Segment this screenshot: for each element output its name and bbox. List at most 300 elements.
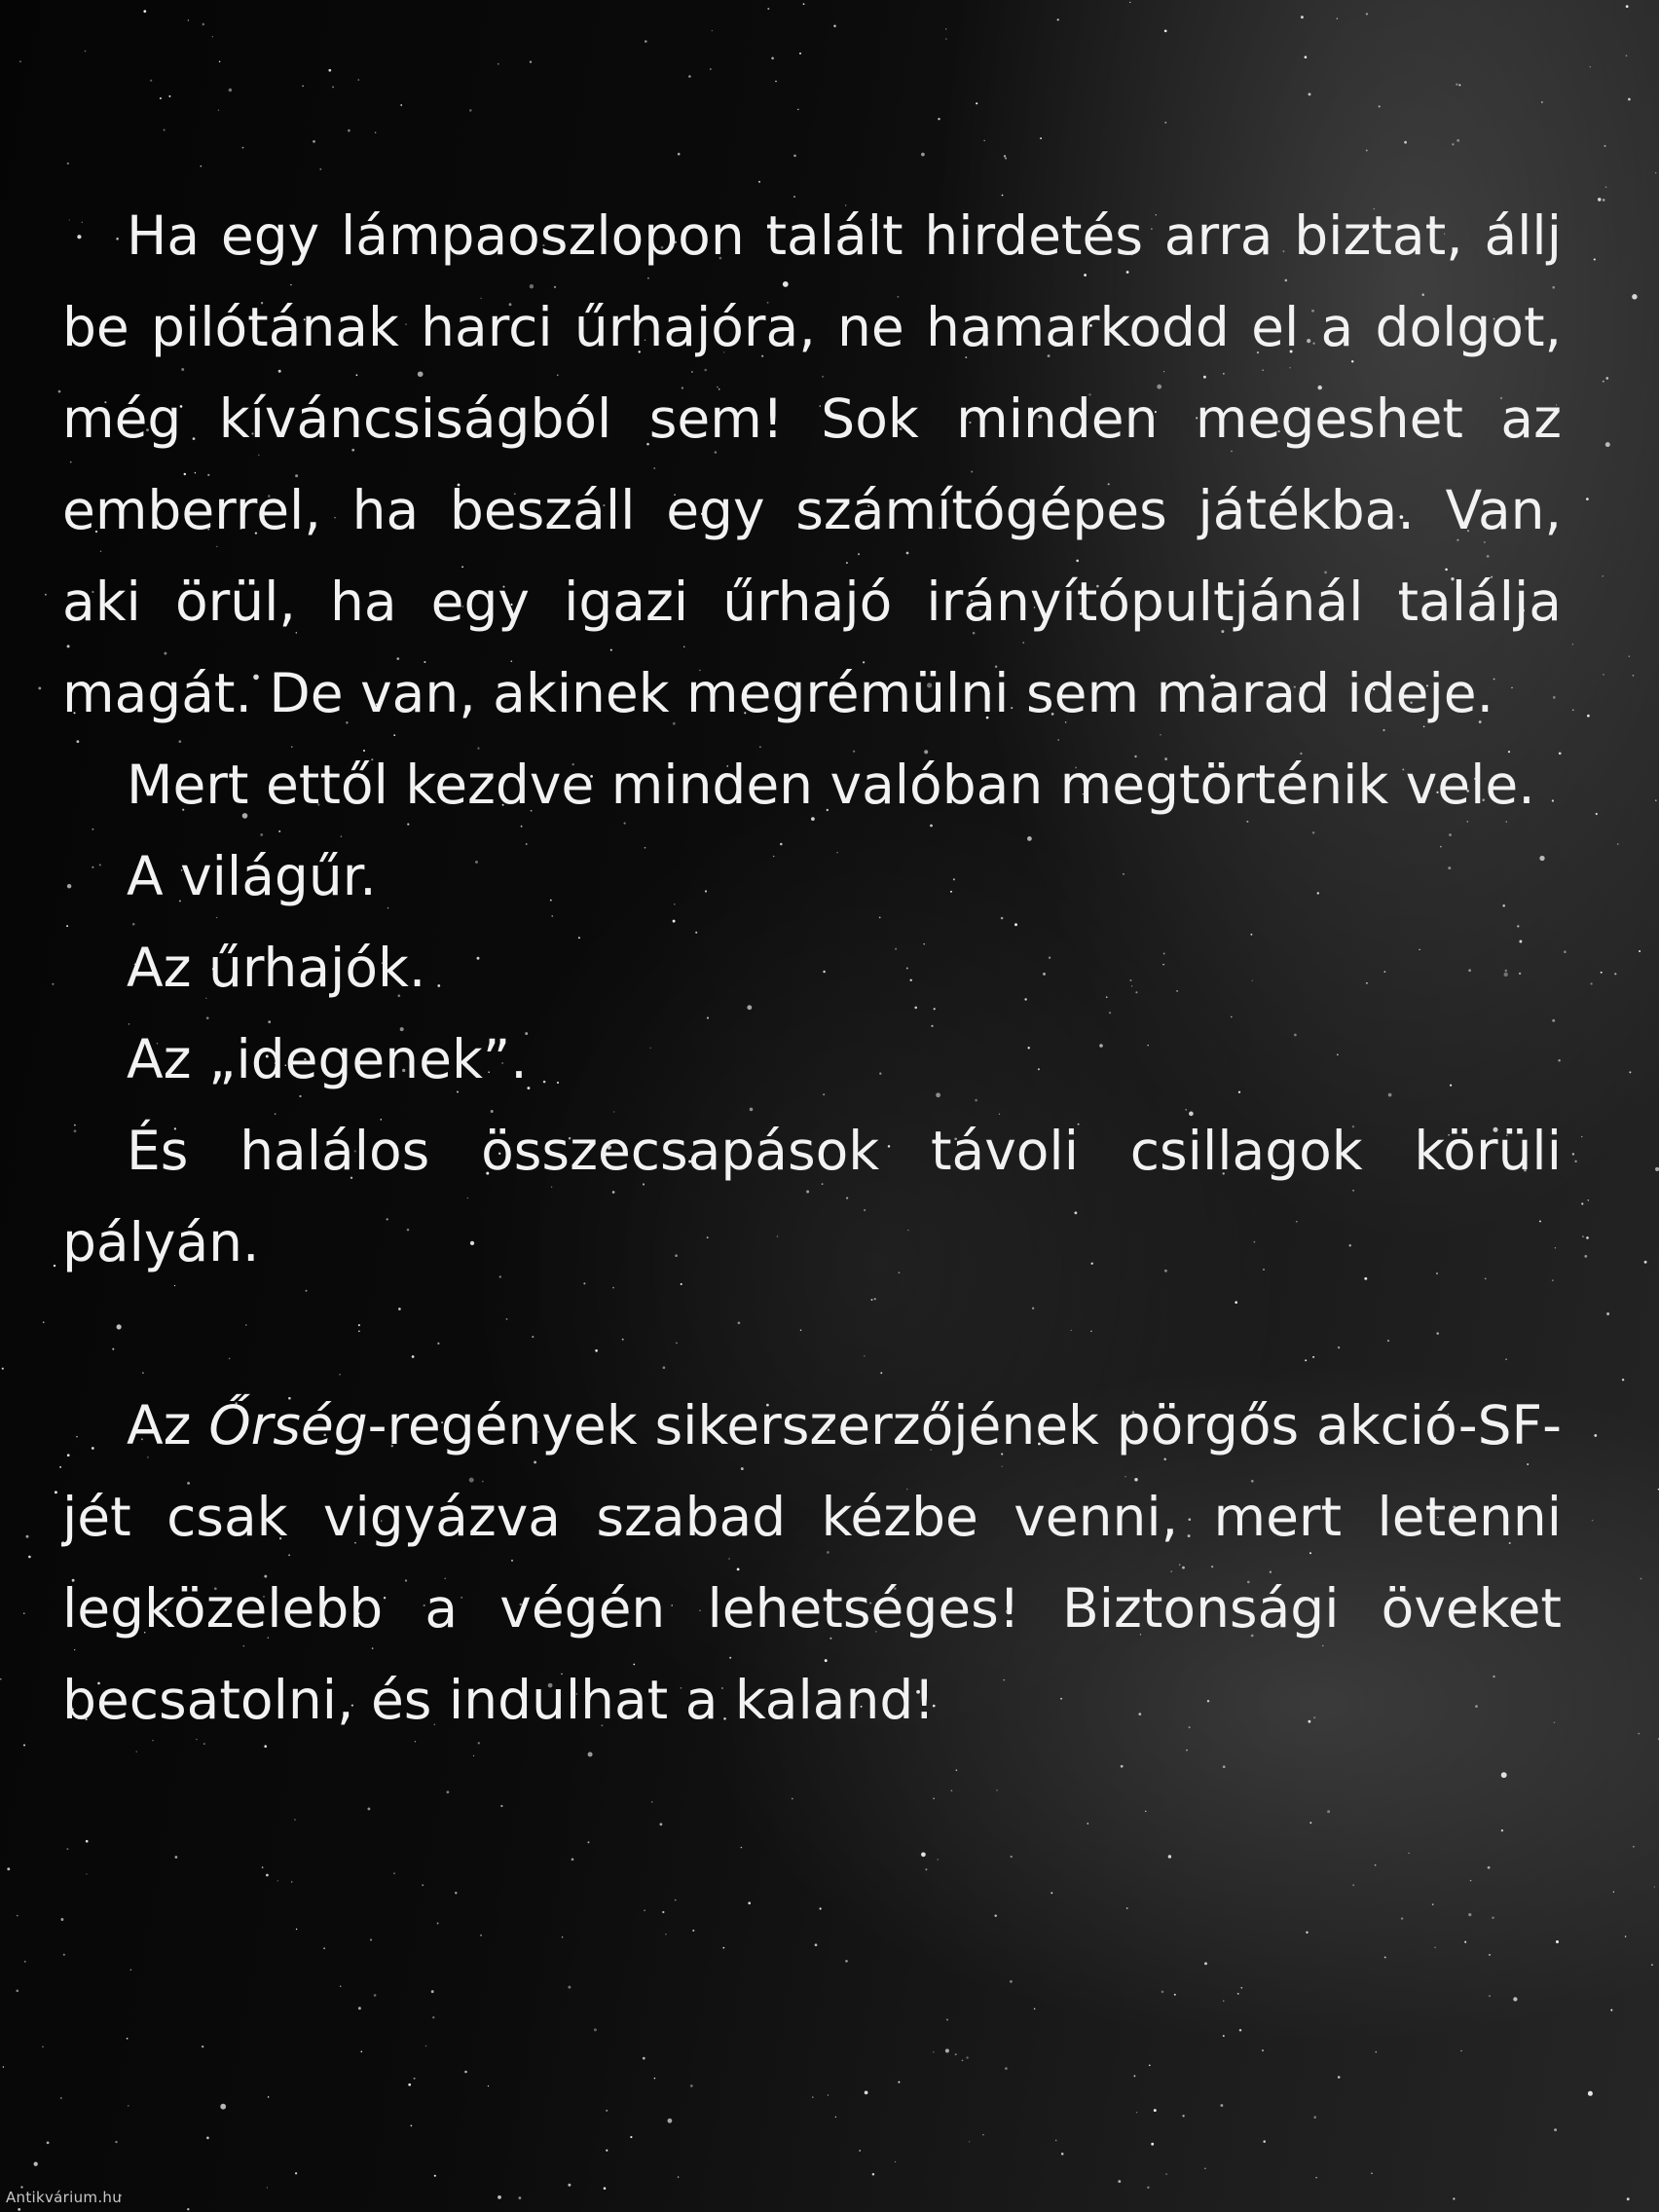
star: [1641, 1578, 1642, 1580]
blurb-paragraph-intro: Ha egy lámpaoszlopon talált hirdetés arra biztat, állj be pilótának harci űrhajóra, ne hamarkodd el a dolgot, még kíváncsiságból sem! Sok minden megeshet az emberrel, ha beszáll egy számítógépes játékba. Van, aki örül, ha egy igazi űrhajó irányítópultjánál találja magát. De van, akinek megrémülni sem marad ideje.: [62, 204, 1562, 724]
star: [187, 2208, 189, 2210]
star: [1633, 1846, 1635, 1848]
star: [1004, 155, 1006, 157]
watermark: Antikvárium.hu: [6, 2189, 123, 2206]
star: [60, 1918, 63, 1921]
star: [218, 109, 219, 110]
blurb-paragraph-battles: És halálos összecsapások távoli csillagok körüli pályán.: [62, 1120, 1562, 1273]
star: [921, 1852, 926, 1857]
author-intro-text: Az: [127, 1394, 209, 1456]
star: [1610, 2009, 1612, 2011]
star: [498, 63, 499, 65]
star: [1458, 84, 1460, 86]
star: [996, 1789, 998, 1791]
star: [1404, 141, 1407, 144]
star: [319, 168, 321, 170]
star: [969, 2141, 970, 2142]
star: [7, 1867, 10, 1870]
star: [1556, 1940, 1559, 1943]
star: [815, 1943, 818, 1946]
star: [1379, 105, 1381, 107]
star: [1384, 1956, 1386, 1958]
star: [291, 1881, 293, 1883]
star: [201, 166, 203, 167]
star: [115, 2141, 117, 2143]
star: [1223, 1765, 1226, 1768]
star: [1501, 1772, 1507, 1778]
star: [951, 1789, 953, 1791]
star: [690, 2084, 693, 2087]
star: [1603, 674, 1604, 675]
star: [1613, 1892, 1614, 1893]
star: [1644, 1261, 1647, 1264]
star: [1126, 1907, 1128, 1909]
star: [898, 2082, 900, 2083]
star: [933, 1798, 934, 1799]
star: [1564, 950, 1567, 953]
star: [1055, 2140, 1057, 2142]
star: [1010, 1980, 1013, 1983]
star: [374, 1994, 377, 1997]
star: [1051, 1892, 1052, 1894]
star: [568, 2184, 571, 2187]
star: [295, 2172, 297, 2174]
star: [1151, 2143, 1154, 2146]
star: [168, 95, 170, 97]
star: [1590, 982, 1592, 984]
star: [1352, 1884, 1354, 1886]
star: [1204, 2168, 1205, 2169]
star: [34, 2162, 38, 2166]
star: [323, 1947, 325, 1949]
star: [956, 1769, 958, 1771]
star: [212, 36, 213, 37]
star: [1174, 1994, 1176, 1996]
star: [604, 2187, 607, 2190]
star: [945, 28, 947, 30]
star: [358, 79, 360, 81]
star: [1605, 186, 1607, 188]
star: [651, 1801, 652, 1802]
star: [644, 1909, 645, 1911]
star: [1149, 2064, 1151, 2066]
star: [758, 181, 760, 183]
star: [58, 390, 61, 393]
star: [332, 86, 334, 88]
star: [1121, 1765, 1124, 1768]
star: [1186, 1750, 1188, 1751]
star: [455, 1892, 457, 1894]
star: [1371, 2172, 1373, 2174]
star: [1040, 137, 1042, 139]
star: [1605, 377, 1608, 380]
star: [1603, 381, 1604, 383]
star: [277, 1880, 278, 1881]
star: [976, 102, 977, 104]
star: [19, 60, 21, 62]
star: [1239, 2029, 1242, 2032]
star: [775, 81, 776, 82]
star: [1594, 258, 1596, 260]
star: [262, 1866, 264, 1868]
star: [1572, 710, 1573, 711]
star: [202, 2046, 203, 2047]
star: [17, 1915, 18, 1917]
blurb-line-spaceships: Az űrhajók.: [127, 937, 426, 999]
blurb-paragraph-happens: Mert ettől kezdve minden valóban megtörténik vele.: [127, 754, 1535, 816]
star: [367, 1807, 370, 1810]
star: [1432, 1903, 1434, 1905]
star: [1408, 1853, 1409, 1854]
star: [1625, 1936, 1627, 1937]
star: [606, 2110, 608, 2112]
star: [360, 2050, 362, 2052]
star: [872, 2173, 875, 2176]
star: [1605, 442, 1610, 447]
star: [136, 1751, 137, 1752]
star: [1614, 973, 1616, 975]
star: [568, 1986, 571, 1989]
star: [1603, 575, 1604, 576]
star: [328, 69, 331, 72]
star: [1639, 950, 1641, 952]
star: [1182, 2115, 1184, 2117]
star: [722, 1947, 724, 1949]
star: [1154, 2109, 1157, 2112]
star: [835, 2117, 837, 2119]
star: [828, 2094, 829, 2095]
star: [1305, 55, 1308, 58]
star: [1338, 2076, 1341, 2079]
star: [845, 1960, 848, 1963]
star: [1327, 1810, 1330, 1813]
star: [1586, 498, 1589, 500]
star: [16, 1989, 18, 1992]
star: [966, 2056, 968, 2058]
star: [414, 2078, 416, 2080]
star: [1165, 2173, 1167, 2175]
star: [792, 1798, 793, 1800]
star: [160, 97, 162, 99]
star: [1654, 1886, 1655, 1887]
star: [1262, 2049, 1264, 2051]
star: [1313, 2116, 1316, 2119]
star: [995, 1915, 997, 1917]
star: [1375, 1864, 1377, 1866]
star: [55, 1491, 57, 1493]
star: [1594, 1434, 1597, 1437]
star: [447, 1790, 450, 1793]
star: [1460, 2050, 1461, 2051]
star: [1263, 2140, 1266, 2143]
star: [296, 1929, 297, 1930]
star: [43, 1321, 44, 1322]
star: [1622, 1379, 1624, 1381]
star: [54, 1265, 55, 1267]
star: [1581, 1136, 1582, 1137]
star: [748, 1901, 751, 1904]
star: [431, 1990, 434, 1993]
star: [945, 2048, 949, 2052]
star: [313, 140, 315, 143]
star: [1011, 1856, 1013, 1858]
star: [220, 2104, 226, 2110]
star: [1626, 55, 1628, 56]
series-title: Őrség: [208, 1394, 368, 1456]
star: [1638, 1733, 1640, 1735]
star: [1223, 2000, 1224, 2001]
star: [1572, 644, 1573, 645]
star: [712, 30, 713, 31]
star: [23, 1612, 24, 1613]
star: [85, 51, 87, 53]
star: [1601, 972, 1603, 974]
star: [393, 1872, 395, 1874]
star: [938, 1859, 939, 1860]
star: [803, 3, 805, 5]
star: [42, 2046, 43, 2047]
star: [1005, 2067, 1008, 2070]
star: [1655, 172, 1656, 173]
star: [1057, 18, 1059, 20]
star: [1629, 1071, 1631, 1073]
star: [2, 1368, 4, 1370]
star: [164, 129, 166, 130]
star: [588, 1752, 593, 1757]
star: [678, 2176, 679, 2177]
star: [799, 53, 801, 55]
star: [643, 2057, 645, 2060]
star: [358, 2007, 361, 2009]
star: [1164, 29, 1167, 32]
star: [24, 1961, 26, 1963]
star: [1034, 2009, 1036, 2010]
star: [1633, 675, 1635, 677]
star: [229, 89, 232, 92]
star: [480, 1935, 482, 1936]
star: [518, 2196, 521, 2199]
star: [1541, 101, 1543, 103]
star: [1488, 1866, 1491, 1869]
star: [962, 2059, 964, 2061]
star: [1603, 199, 1605, 202]
star: [1592, 1520, 1594, 1522]
star: [1655, 799, 1657, 801]
star: [63, 1954, 65, 1956]
star: [1572, 1153, 1574, 1155]
star: [1584, 1255, 1587, 1258]
star: [464, 2071, 467, 2074]
star: [219, 60, 221, 62]
star: [933, 2051, 934, 2052]
star: [52, 983, 54, 985]
star: [594, 2028, 597, 2031]
star: [1118, 2180, 1121, 2183]
star: [1588, 2091, 1593, 2096]
star: [86, 1873, 87, 1874]
star: [242, 147, 244, 149]
star: [767, 8, 769, 10]
star: [1651, 1964, 1653, 1966]
star: [1501, 1829, 1503, 1831]
star: [294, 1819, 296, 1821]
star: [1629, 655, 1631, 657]
star: [1554, 2128, 1557, 2131]
star: [1366, 13, 1368, 15]
star: [469, 109, 472, 112]
star: [206, 2137, 209, 2140]
star: [1241, 1987, 1243, 1989]
star: [1223, 2035, 1225, 2037]
star: [1604, 145, 1605, 147]
star: [895, 2161, 896, 2162]
star: [1434, 1947, 1435, 1948]
star: [1147, 2187, 1149, 2189]
star: [1337, 18, 1339, 19]
blurb-paragraph-author: [62, 1380, 1562, 1746]
star: [587, 1841, 589, 1843]
star: [1626, 5, 1629, 8]
star: [1366, 150, 1368, 152]
star: [1164, 122, 1166, 124]
star: [1628, 98, 1631, 101]
star: [1005, 158, 1007, 160]
star: [1168, 1855, 1171, 1858]
star: [833, 24, 835, 26]
star: [1136, 2112, 1137, 2113]
star: [86, 1840, 89, 1843]
star: [1301, 16, 1304, 18]
star: [678, 153, 681, 156]
star: [23, 1745, 25, 1747]
star: [659, 1823, 662, 1825]
star: [955, 2053, 957, 2055]
star: [921, 153, 925, 157]
star: [654, 2078, 656, 2080]
star: [983, 140, 984, 141]
star: [793, 155, 796, 158]
star: [500, 1805, 502, 1807]
star: [38, 686, 41, 689]
star: [692, 1930, 694, 1932]
star: [425, 2046, 427, 2047]
star: [630, 2136, 632, 2138]
star: [645, 40, 647, 43]
star: [340, 1985, 342, 1987]
star: [1606, 1312, 1609, 1315]
star: [143, 10, 146, 13]
star: [562, 1936, 563, 1937]
star: [741, 1847, 742, 1848]
star: [859, 2150, 861, 2152]
author-rest-text: -regények sikerszerzőjének pörgős akció-SF-jét csak vigyázva szabad kézbe venni, mert letenni legközelebb a végén lehetséges! Biztonsági öveket becsatolni, és indulhat a kaland!: [62, 1394, 1563, 1731]
star: [665, 1934, 666, 1935]
star: [1306, 1932, 1308, 1934]
star: [1161, 1991, 1164, 1994]
star: [0, 1678, 1, 1679]
blurb-line-aliens: Az „idegenek”.: [127, 1028, 528, 1090]
star: [127, 2038, 129, 2040]
star: [662, 1911, 664, 1913]
star: [710, 68, 712, 70]
star: [571, 1858, 574, 1861]
star: [1590, 66, 1592, 68]
paragraph-spacer: [62, 1288, 1562, 1380]
star: [60, 2097, 62, 2099]
star: [18, 2208, 20, 2211]
star: [1513, 1997, 1517, 2001]
star: [188, 19, 189, 20]
star: [498, 2195, 501, 2199]
star: [1464, 1941, 1466, 1943]
star: [675, 1899, 677, 1901]
star: [668, 2119, 673, 2123]
star: [1133, 2075, 1135, 2077]
star: [1453, 2197, 1455, 2199]
star: [820, 1907, 822, 1909]
star: [1309, 92, 1311, 95]
star: [59, 1466, 61, 1468]
star: [1574, 1161, 1576, 1162]
star: [45, 594, 47, 596]
star: [434, 2175, 436, 2177]
star: [1375, 2051, 1377, 2053]
star: [1088, 1823, 1089, 1825]
star: [175, 1856, 178, 1859]
star: [1129, 2, 1130, 3]
star: [812, 2096, 813, 2097]
star: [925, 1868, 927, 1870]
blurb-line-space: A világűr.: [127, 845, 377, 907]
star: [606, 2150, 608, 2152]
star: [1582, 1235, 1583, 1236]
star: [1220, 2104, 1223, 2107]
star: [150, 80, 152, 82]
star: [267, 2187, 268, 2188]
star: [797, 109, 799, 111]
star: [28, 1556, 31, 1559]
star: [437, 1923, 439, 1925]
star: [1237, 1993, 1239, 1995]
star: [1655, 1167, 1659, 1171]
star: [432, 2016, 434, 2018]
star: [473, 1755, 474, 1756]
star: [938, 118, 940, 120]
star: [66, 1848, 68, 1850]
star: [375, 131, 377, 133]
star: [1587, 1199, 1589, 1201]
star: [26, 1535, 29, 1538]
star: [1586, 1236, 1589, 1239]
star: [530, 60, 532, 62]
star: [1468, 1913, 1471, 1916]
star: [945, 38, 946, 39]
star: [1581, 1202, 1583, 1204]
star: [1596, 813, 1598, 815]
star: [1489, 1995, 1490, 1996]
star: [47, 2142, 50, 2145]
star: [1456, 83, 1457, 85]
star: [411, 2125, 413, 2127]
star: [266, 1874, 269, 1877]
star: [130, 1970, 131, 1971]
star: [946, 2018, 948, 2020]
star: [422, 1884, 424, 1886]
star: [1309, 1822, 1311, 1824]
star: [348, 129, 350, 132]
star: [1627, 2197, 1630, 2200]
star: [865, 2091, 868, 2095]
